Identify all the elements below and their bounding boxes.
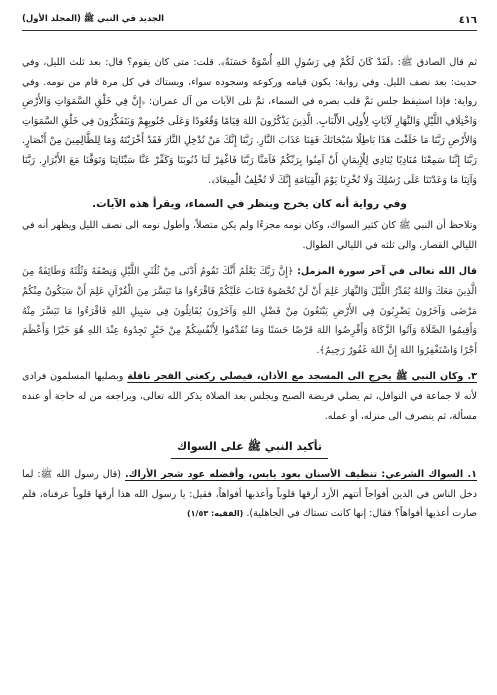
citation-reference: (الفقيه: ١/٥٣) [187, 509, 244, 519]
fajr-lead: ٣. وكان النبي ﷺ يخرج الى المسجد مع الأذان، فيصلي ركعتي الفجر نافلة [127, 371, 477, 383]
siwak-hadith: (قال رسول الله ﷺ: لما دخل الناس في الدين أفواجاً أتتهم الأزد أرقها قلوباً وأعذبها أفواهاً، فقيل: يا رسول الله هذا أرقها قلوباً عرفناه، فلم صارت أعذبها أفواهاً؟ فقال: إنها كانت تستاك في الجاهلية). [22, 469, 477, 520]
section-title-text: تأكيد النبي ﷺ على السواك [171, 440, 328, 459]
paragraph-siwak-definition [22, 465, 477, 524]
paragraph-muzzammil [22, 262, 477, 360]
paragraph-heading-looking-at-sky: وفي رواية أنه كان يخرج وينظر في السماء، ويقرأ هذه الآيات. [92, 198, 407, 211]
paragraph-fajr [22, 367, 477, 426]
muzzammil-verse: ﴿إِنَّ رَبَّكَ يَعْلَمُ أَنَّكَ تَقُومُ أَدْنَى مِنْ ثُلُثَيِ اللَّيْلِ وَنِصْفَهُ وَثُلُثَهُ وَطَائِفَةٌ مِنَ الَّذِينَ مَعَكَ وَاللهُ يُقَدِّرُ اللَّيْلَ وَالنَّهَارَ عَلِمَ أَنْ لَنْ تُحْصُوهُ فَتَابَ عَلَيْكُمْ فَاقْرَءُوا مَا تَيَسَّرَ مِنَ الْقُرْآنِ عَلِمَ أَنْ سَيَكُونُ مِنْكُمْ مَرْضَى وَآخَرُونَ يَضْرِبُونَ فِي الأَرْضِ يَبْتَغُونَ مِنْ فَضْلِ اللهِ وَآخَرُونَ يُقَاتِلُونَ فِي سَبِيلِ اللهِ فَاقْرَءُوا مَا تَيَسَّرَ مِنْهُ وَأَقِيمُوا الصَّلَاةَ وَآتُوا الزَّكَاةَ وَأَقْرِضُوا اللهَ قَرْضًا حَسَنًا وَمَا تُقَدِّمُوا لِأَنْفُسِكُمْ مِنْ خَيْرٍ تَجِدُوهُ عِنْدَ اللهِ هُوَ خَيْرًا وَأَعْظَمَ أَجْرًا وَاسْتَغْفِرُوا اللهَ إِنَّ اللهَ غَفُورٌ رَحِيمٌ﴾. [22, 266, 477, 356]
fajr-body: وبصليها المسلمون فرادى لأنه لا جماعة في النوافل، ثم يصلي فريضة الصبح ويجلس بعد الصلاة يذكر الله تعالى، ويراجعه من له حاجة أو عنده مسألة، ثم ينصرف الى منزله، أو عمله. [22, 371, 477, 422]
paragraph-siwak-sleep: وتلاحظ أن النبي ﷺ كان كثير السواك، وكان نومه مجزءًا ولم يكن متصلاً، وأطول نومه الى نصف الليل ويظهر أنه في الليالي القصار، والى ثلثه في الليالي الطوال. [22, 220, 477, 251]
paragraph-night-prayer: ثم قال الصادق ﷺ: ﴿لَقَدْ كَانَ لَكُمْ فِي رَسُولِ اللهِ أُسْوَةٌ حَسَنَةٌ﴾. قلت: متى كان يقوم؟ قال: بعد ثلث الليل، وفي حديث: بعد نصف الليل. وفي رواية: يكون قيامه وركوعه وسجوده سواء، ويستاك في كل مرة قام من نومه. وفي رواية: فإذا استيقظ جلس ثمَّ قلب بصره في السماء، ثمَّ تلى الآيات من آل عمران: ﴿إِنَّ فِي خَلْقِ السَّمَوَاتِ وَالأَرْضِ وَاخْتِلَافِ اللَّيْلِ وَالنَّهَارِ لَآيَاتٍ لِأُولِي الأَلْبَابِ. الَّذِينَ يَذْكُرُونَ اللهَ قِيَامًا وَقُعُودًا وَعَلَى جُنُوبِهِمْ وَيَتَفَكَّرُونَ فِي خَلْقِ السَّمَوَاتِ وَالأَرْضِ رَبَّنَا مَا خَلَقْتَ هَذَا بَاطِلًا سُبْحَانَكَ فَقِنَا عَذَابَ النَّارِ. رَبَّنَا إِنَّكَ مَنْ تُدْخِلِ النَّارَ فَقَدْ أَخْزَيْتَهُ وَمَا لِلظَّالِمِينَ مِنْ أَنْصَارٍ. رَبَّنَا إِنَّنَا سَمِعْنَا مُنَادِيًا يُنَادِي لِلْإِيمَانِ أَنْ آمِنُوا بِرَبِّكُمْ فَآمَنَّا رَبَّنَا فَاغْفِرْ لَنَا ذُنُوبَنَا وَكَفِّرْ عَنَّا سَيِّئَاتِنَا وَتَوَفَّنَا مَعَ الأَبْرَارِ. رَبَّنَا وَآتِنَا مَا وَعَدْتَنَا عَلَى رُسُلِكَ وَلَا تُخْزِنَا يَوْمَ الْقِيَامَةِ إِنَّكَ لَا تُخْلِفُ الْمِيعَادَ﴾. [22, 57, 477, 186]
running-header [22, 14, 477, 31]
page-number: ٤١٦ [458, 15, 477, 26]
book-title: الجديد في النبي ﷺ (المجلد الأول) [22, 14, 165, 24]
document-page [22, 14, 477, 524]
section-title [22, 440, 477, 459]
siwak-lead: ١. السواك الشرعي: تنظيف الأسنان بعود يابس، وأفضله عود شجر الأراك. [125, 469, 477, 481]
muzzammil-lead: قال الله تعالى في آخر سورة المزمل: [297, 266, 477, 278]
